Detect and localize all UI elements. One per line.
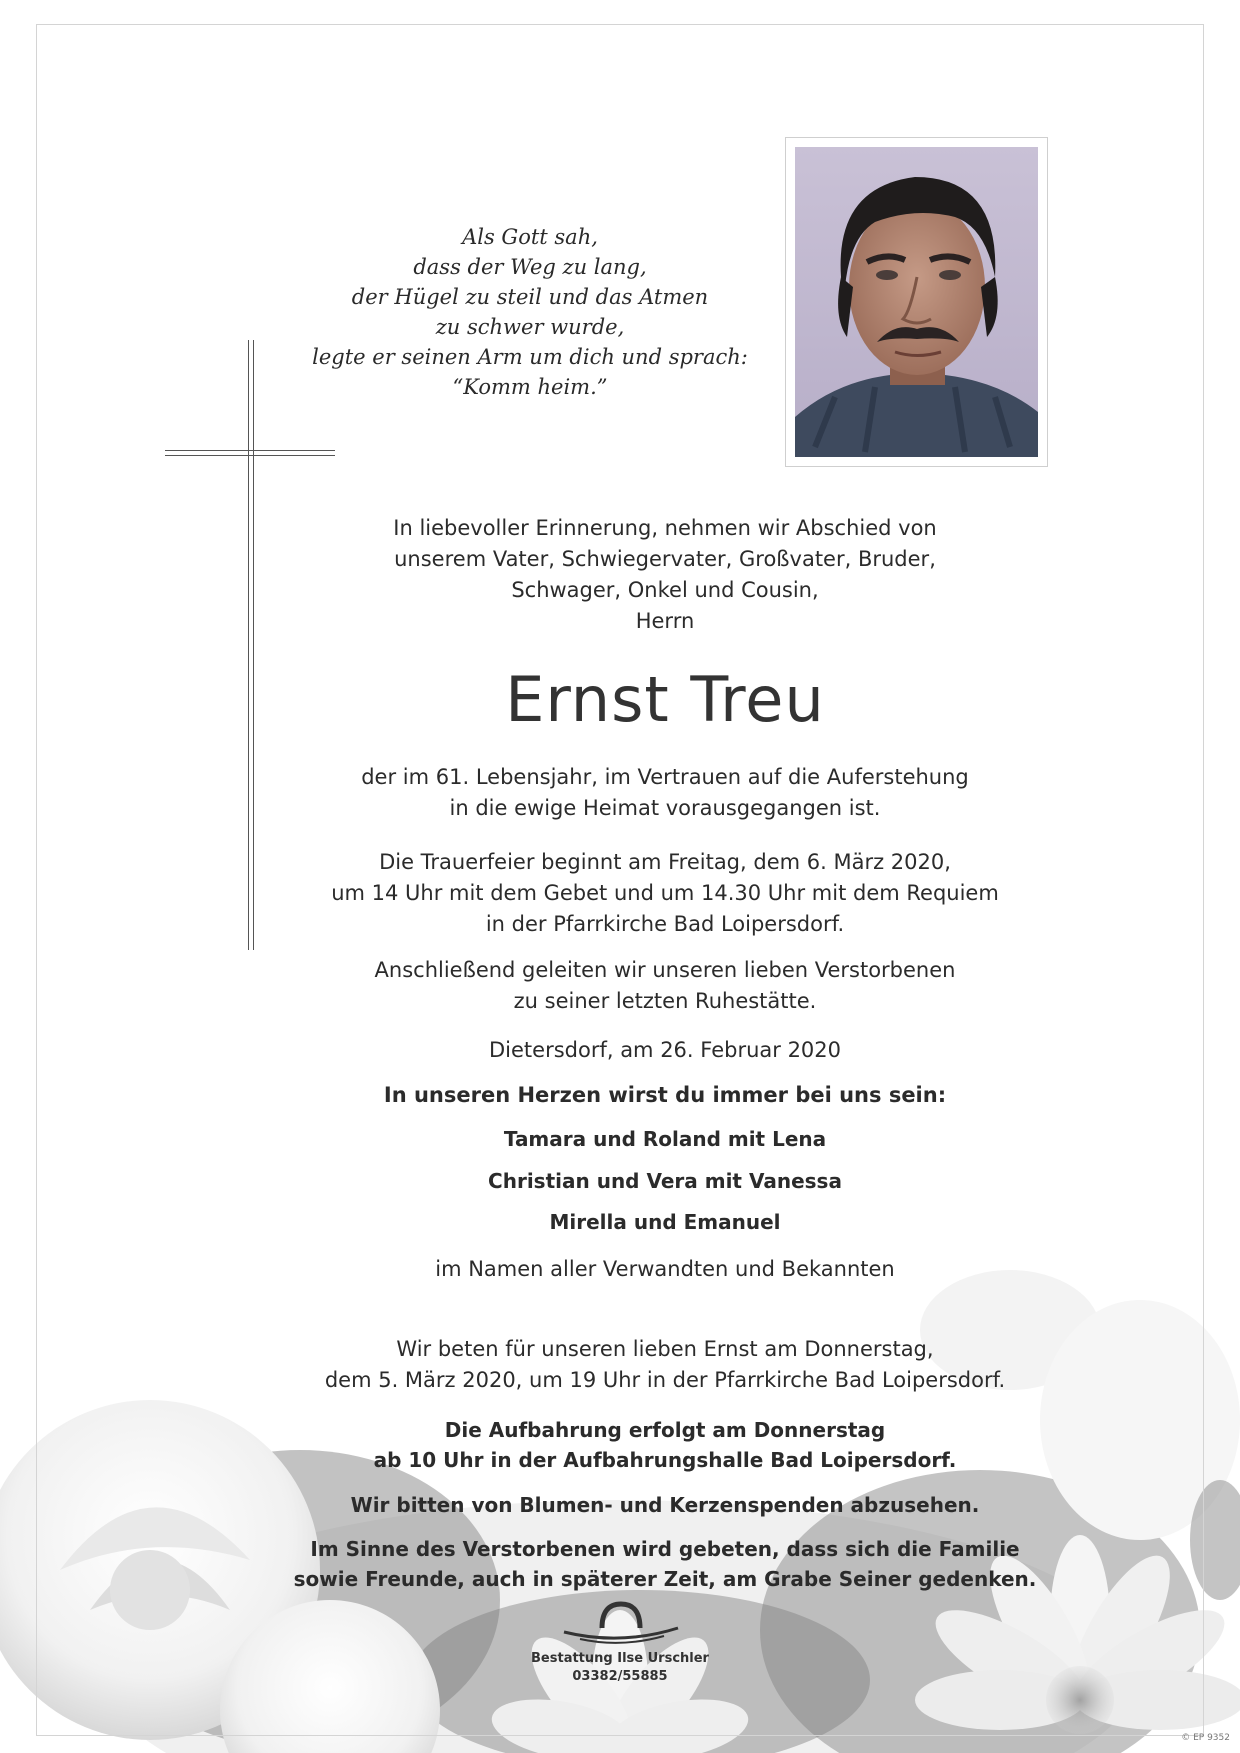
passing-line: in die ewige Heimat vorausgegangen ist.: [449, 796, 881, 820]
mourners-heading: In unseren Herzen wirst du immer bei uns sein:: [383, 1083, 947, 1107]
undertaker-name: Bestattung Ilse Urschler: [531, 1651, 709, 1666]
family-line-block: [250, 1207, 1080, 1237]
prayer-line: Wir beten für unseren lieben Ernst am Donnerstag,: [396, 1337, 934, 1361]
intro-line: Schwager, Onkel und Cousin,: [511, 578, 819, 602]
prayer-line: dem 5. März 2020, um 19 Uhr in der Pfarrkirche Bad Loipersdorf.: [324, 1368, 1006, 1392]
burial-line: Anschließend geleiten wir unseren lieben Verstorbenen: [374, 958, 956, 982]
remembrance-line: Im Sinne des Verstorbenen wird gebeten, dass sich die Familie: [310, 1537, 1020, 1561]
cross-icon-beam-line: [165, 455, 335, 456]
family-line-block: [250, 1166, 1080, 1196]
poem-line: Als Gott sah,: [462, 225, 598, 249]
undertaker-logo-icon: [560, 1598, 682, 1646]
deceased-name: Ernst Treu: [505, 663, 825, 736]
poem-line: legte er seinen Arm um dich und sprach:: [312, 345, 748, 369]
remembrance-line: sowie Freunde, auch in späterer Zeit, am Grabe Seiner gedenken.: [293, 1567, 1037, 1591]
intro-text: [250, 513, 1080, 637]
relatives-block: [250, 1254, 1080, 1285]
family-line: Mirella und Emanuel: [549, 1210, 781, 1234]
mourners-heading-block: [250, 1080, 1080, 1110]
intro-line: unserem Vater, Schwiegervater, Großvater, Bruder,: [394, 547, 936, 571]
place-date-text: Dietersdorf, am 26. Februar 2020: [488, 1038, 842, 1062]
deceased-name-block: [250, 665, 1080, 735]
no-flowers-block: [250, 1490, 1080, 1520]
ceremony-line: um 14 Uhr mit dem Gebet und um 14.30 Uhr mit dem Requiem: [331, 881, 999, 905]
cross-icon: [248, 340, 249, 950]
relatives-text: im Namen aller Verwandten und Bekannten: [435, 1257, 895, 1281]
passing-text: [250, 762, 1080, 824]
ceremony-text: [250, 847, 1080, 940]
remembrance-text: [250, 1534, 1080, 1594]
family-line: Christian und Vera mit Vanessa: [488, 1169, 842, 1193]
no-flowers-text: Wir bitten von Blumen- und Kerzenspenden abzusehen.: [350, 1493, 980, 1517]
ceremony-line: Die Trauerfeier beginnt am Freitag, dem 6. März 2020,: [379, 850, 951, 874]
passing-line: der im 61. Lebensjahr, im Vertrauen auf die Auferstehung: [361, 765, 969, 789]
form-code: © EP 9352: [1181, 1733, 1230, 1743]
family-line-block: [250, 1124, 1080, 1154]
family-line: Tamara und Roland mit Lena: [503, 1127, 827, 1151]
portrait-frame: [785, 137, 1048, 467]
poem-line: dass der Weg zu lang,: [413, 255, 647, 279]
prayer-text: [250, 1334, 1080, 1396]
intro-line: In liebevoller Erinnerung, nehmen wir Abschied von: [393, 516, 937, 540]
portrait-photo: [795, 147, 1038, 457]
cross-icon-beam: [165, 450, 335, 451]
intro-line: Herrn: [635, 609, 695, 633]
viewing-text: [250, 1415, 1080, 1475]
poem-line: der Hügel zu steil und das Atmen: [351, 285, 709, 309]
burial-line: zu seiner letzten Ruhestätte.: [513, 989, 817, 1013]
ceremony-line: in der Pfarrkirche Bad Loipersdorf.: [485, 912, 845, 936]
viewing-line: Die Aufbahrung erfolgt am Donnerstag: [444, 1418, 886, 1442]
burial-text: [250, 955, 1080, 1017]
poem: [300, 222, 760, 402]
place-date: [250, 1035, 1080, 1066]
poem-line: zu schwer wurde,: [435, 315, 625, 339]
viewing-line: ab 10 Uhr in der Aufbahrungshalle Bad Loipersdorf.: [373, 1448, 957, 1472]
undertaker-phone: 03382/55885: [572, 1669, 668, 1684]
poem-line: “Komm heim.”: [452, 375, 608, 399]
